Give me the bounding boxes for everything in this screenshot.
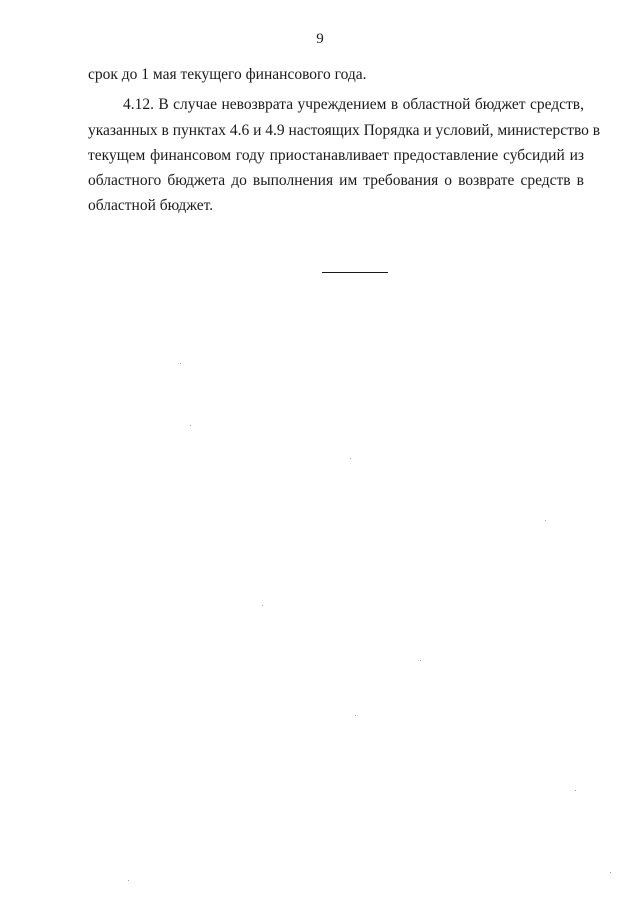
end-of-text-rule: [322, 272, 388, 273]
scan-speck: [355, 715, 356, 716]
page-number: 9: [316, 31, 324, 47]
paragraph-line: срок до 1 мая текущего финансового года.: [88, 66, 367, 83]
scan-speck: [180, 363, 181, 364]
scan-speck: [350, 458, 351, 459]
scan-speck: [128, 880, 129, 881]
scan-speck: [545, 520, 546, 521]
scan-speck: [190, 425, 191, 426]
paragraph-line: областного бюджета до выполнения им требования о возврате средств в: [88, 172, 584, 189]
paragraph-line: текущем финансовом году приостанавливает предоставление субсидий из: [88, 147, 584, 164]
scan-speck: [575, 790, 576, 791]
paragraph-line: 4.12. В случае невозврата учреждением в областной бюджет средств,: [123, 96, 584, 113]
paragraph-line: указанных в пунктах 4.6 и 4.9 настоящих Порядка и условий, министерство в: [88, 122, 601, 139]
paragraph-line: областной бюджет.: [88, 197, 214, 214]
scan-speck: [420, 660, 421, 661]
scan-speck: [262, 605, 263, 606]
scan-speck: [610, 872, 611, 873]
